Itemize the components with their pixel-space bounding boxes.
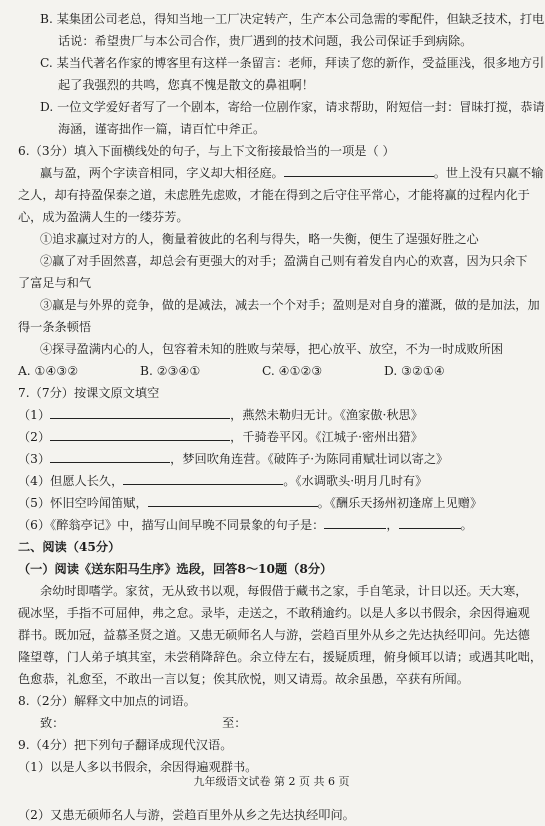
option-c-line1: C. 某当代著名作家的博客里有这样一条留言：老师，拜读了您的新作，受益匪浅，很多地方引	[40, 56, 545, 70]
q6-passage-text-a: 赢与盈，两个字读音相同，字义却大相径庭。	[40, 166, 284, 180]
q7-item-1	[18, 404, 529, 426]
q6-sentence-2b: 了富足与和气	[18, 276, 92, 290]
q6-option-a[interactable]: A. ①④③②	[18, 364, 79, 378]
q7-blank-3[interactable]	[50, 449, 170, 463]
q6-sentence-2a: ②赢了对手固然喜，却总会有更强大的对手；盈满自己则有着发自内心的欢喜，因为只余下	[40, 254, 528, 268]
passage-line-1: 余幼时即嗜学。家贫，无从致书以观，每假借于藏书之家，手自笔录，计日以还。天大寒，	[40, 584, 528, 598]
option-b-line1: B. 某集团公司老总，得知当地一工厂决定转产，生产本公司急需的零配件，但缺乏技术，打电	[40, 12, 545, 26]
q7-item-3-number: （3）	[18, 452, 51, 466]
passage-line-5: 色愈恭，礼愈至，不敢出一言以复；俟其欣悦，则又请焉。故余虽愚，卒获有所闻。	[18, 672, 469, 686]
q7-item-1-text: ，燕然未勒归无计。《渔家傲·秋思》	[230, 408, 423, 422]
q7-item-3	[18, 448, 529, 470]
passage-line-3: 群书。既加冠，益慕圣贤之道。又患无硕师名人与游，尝趋百里外从乡之先达执经叩问。先达德	[18, 628, 530, 642]
q6-option-b[interactable]: B. ②③④①	[140, 364, 201, 378]
q7-blank-6a[interactable]	[324, 515, 386, 529]
q7-item-5-text-a: （5）怀旧空吟闻笛赋，	[18, 496, 148, 510]
q7-item-6-text-b: ，	[386, 518, 399, 532]
reading-subsection-title: （一）阅读《送东阳马生序》选段，回答8～10题（8分）	[18, 562, 333, 576]
passage-line-2: 砚冰坚，手指不可屈伸，弗之怠。录毕，走送之，不敢稍逾约。以是人多以书假余，余因得遍观	[18, 606, 530, 620]
q7-item-2-text: ，千骑卷平冈。《江城子·密州出猎》	[230, 430, 423, 444]
q7-item-4	[18, 470, 529, 492]
q7-item-3-text: ，梦回吹角连营。《破阵子·为陈同甫赋壮词以寄之》	[170, 452, 449, 466]
q7-stem: 7.（7分）按课文原文填空	[18, 386, 160, 400]
option-d-line2: 海涵，谨寄拙作一篇，请百忙中斧正。	[58, 122, 266, 136]
q7-item-2-number: （2）	[18, 430, 51, 444]
q9-sentence-1: （1）以是人多以书假余，余因得遍观群书。	[18, 760, 258, 774]
q7-item-6-text-a: （6）《醉翁亭记》中，描写山间早晚不同景象的句子是：	[18, 518, 325, 532]
q7-blank-4[interactable]	[123, 471, 283, 485]
q7-item-6-text-c: 。	[460, 518, 473, 532]
q6-stem: 6.（3分）填入下面横线处的句子，与上下文衔接最恰当的一项是（ ）	[18, 144, 395, 158]
q6-option-c[interactable]: C. ④①②③	[262, 364, 323, 378]
page-footer: 九年级语文试卷 第 2 页 共 6 页	[193, 775, 350, 788]
q6-sentence-3a: ③赢是与外界的竞争，做的是减法，减去一个个对手；盈则是对自身的灌溉，做的是加法，加	[40, 298, 540, 312]
q7-blank-6b[interactable]	[399, 515, 461, 529]
option-d-line1: D. 一位文学爱好者写了一个剧本，寄给一位剧作家，请求帮助，附短信一封：冒昧打搅，恭请	[40, 100, 545, 114]
q7-item-2	[18, 426, 529, 448]
q7-item-5-text-b: 。《酬乐天扬州初逢席上见赠》	[317, 496, 483, 510]
q8-word-zhi: 致：	[40, 716, 65, 730]
q6-option-d[interactable]: D. ③②①④	[384, 364, 445, 378]
option-c-line2: 起了我强烈的共鸣，您真不愧是散文的鼻祖啊！	[58, 78, 314, 92]
q8-words	[18, 712, 529, 734]
q7-item-5	[18, 492, 529, 514]
q7-blank-2[interactable]	[50, 427, 230, 441]
q8-stem: 8.（2分）解释文中加点的词语。	[18, 694, 196, 708]
q6-passage-line2: 之人，却有持盈保泰之道，未虑胜先虑败，才能在得到之后守住平常心，才能将赢的过程内化于	[18, 188, 530, 202]
q9-stem: 9.（4分）把下列句子翻译成现代汉语。	[18, 738, 233, 752]
q6-passage-line1	[18, 162, 544, 184]
q6-answer-blank[interactable]	[284, 163, 434, 177]
q7-blank-1[interactable]	[50, 405, 230, 419]
q8-word-zhi2: 至：	[222, 716, 247, 730]
q7-item-4-text-b: 。《水调歌头·明月几时有》	[283, 474, 428, 488]
q9-sentence-2: （2）又患无硕师名人与游，尝趋百里外从乡之先达执经叩问。	[18, 808, 355, 822]
q6-sentence-3b: 得一条条顿悟	[18, 320, 92, 334]
q7-blank-5[interactable]	[148, 493, 318, 507]
section-reading-title: 二、阅读（45分）	[18, 540, 121, 554]
q7-item-4-text-a: （4）但愿人长久，	[18, 474, 124, 488]
q6-passage-text-b: 。世上没有只赢不输	[433, 166, 544, 180]
option-b-line2: 话说：希望贵厂与本公司合作，贵厂遇到的技术问题，我公司保证手到病除。	[58, 34, 473, 48]
q7-item-6	[18, 514, 529, 536]
q6-sentence-1: ①追求赢过对方的人，衡量着彼此的名利与得失，略一失衡，便生了逞强好胜之心	[40, 232, 479, 246]
q7-item-1-number: （1）	[18, 408, 51, 422]
passage-line-4: 隆望尊，门人弟子填其室，未尝稍降辞色。余立侍左右，援疑质理，俯身倾耳以请；或遇其叱咄，	[18, 650, 543, 664]
q6-options	[18, 360, 529, 382]
q6-sentence-4: ④探寻盈满内心的人，包容着未知的胜败与荣辱，把心放平、放空，不为一时成败所困	[40, 342, 504, 356]
q6-passage-line3: 心，成为盈满人生的一缕芬芳。	[18, 210, 189, 224]
